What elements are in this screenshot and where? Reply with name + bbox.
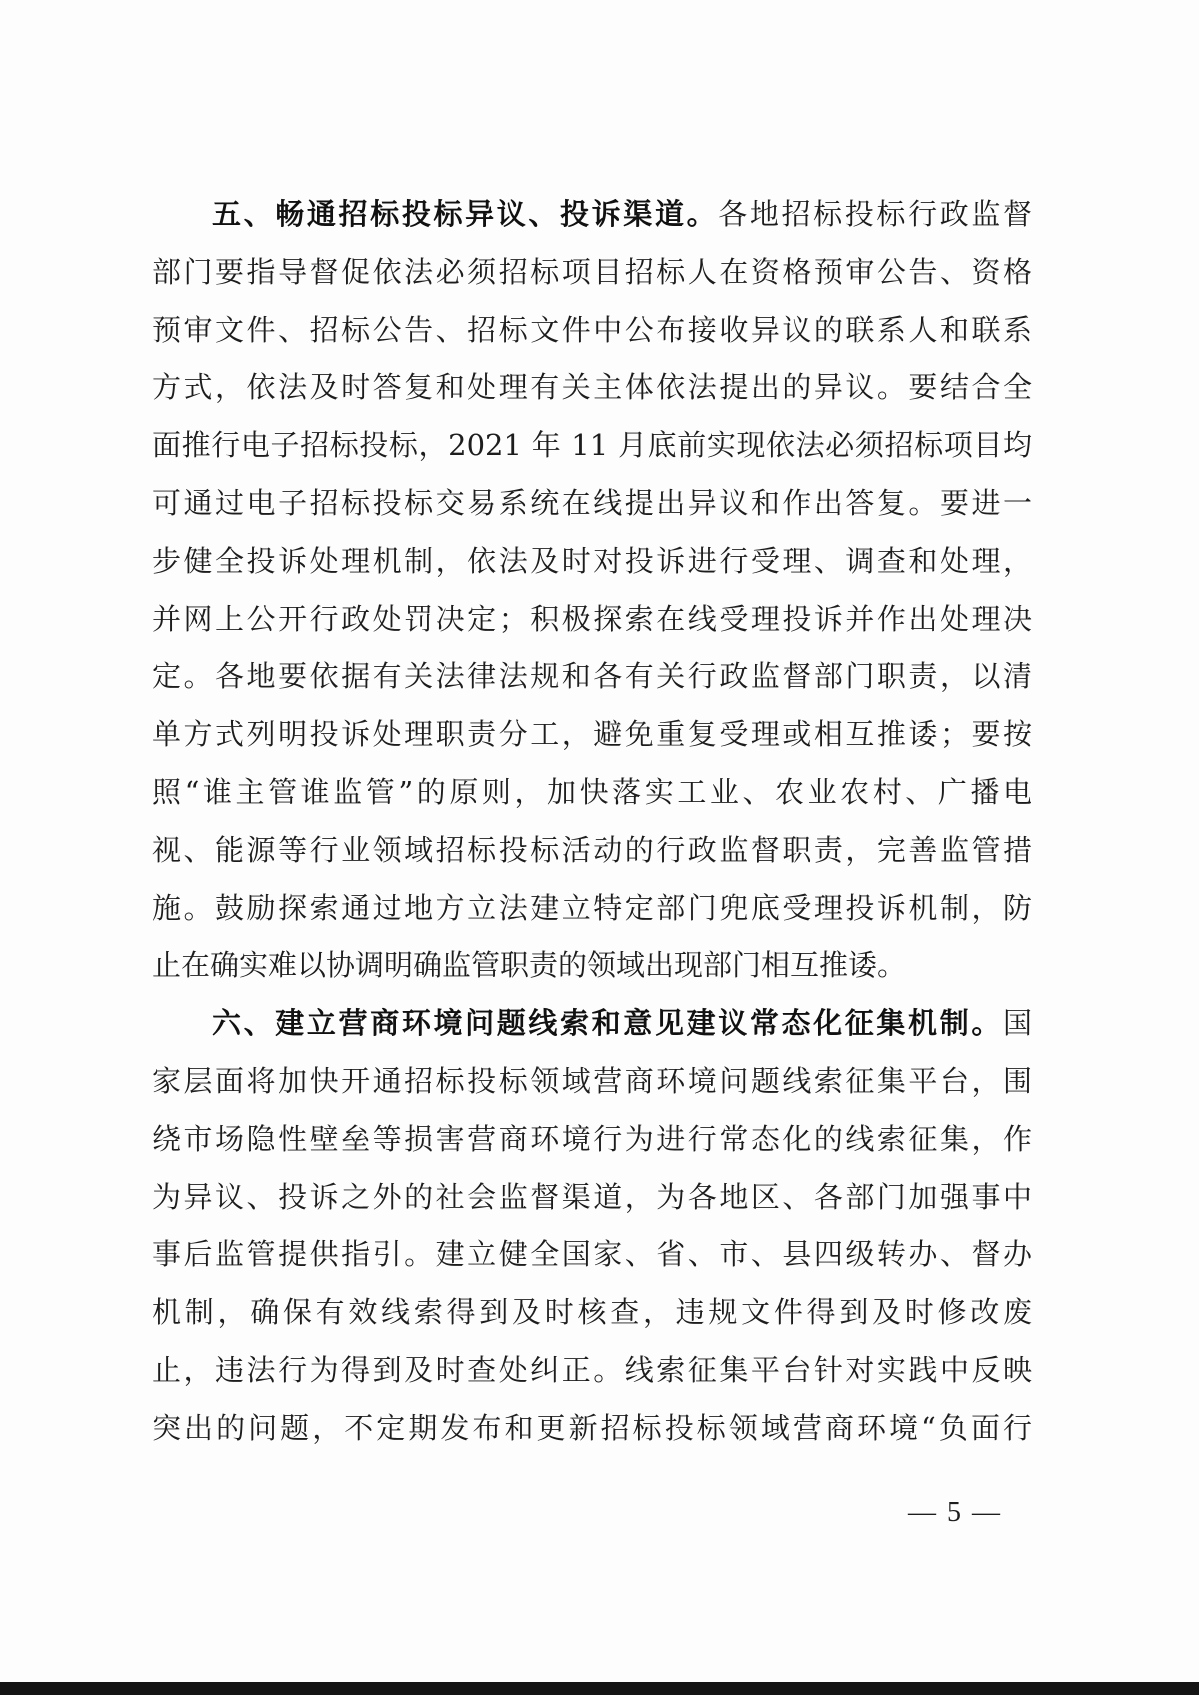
section5-line: 步健全投诉处理机制，依法及时对投诉进行受理、调查和处理，	[152, 543, 1032, 578]
section5-first-line	[152, 186, 1032, 244]
section5-line: 并网上公开行政处罚决定；积极探索在线受理投诉并作出处理决	[152, 601, 1032, 636]
section5-heading: 五、畅通招标投标异议、投诉渠道。	[212, 197, 719, 231]
section5-line: 视、能源等行业领域招标投标活动的行政监督职责，完善监管措	[152, 832, 1032, 867]
section6-line: 止，违法行为得到及时查处纠正。线索征集平台针对实践中反映	[152, 1352, 1032, 1387]
section6-line: 为异议、投诉之外的社会监督渠道，为各地区、各部门加强事中	[152, 1179, 1032, 1214]
section5-line: 单方式列明投诉处理职责分工，避免重复受理或相互推诿；要按	[152, 717, 1032, 752]
section5-line: 施。鼓励探索通过地方立法建立特定部门兜底受理投诉机制，防	[152, 890, 1032, 925]
section6-line: 事后监管提供指引。建立健全国家、省、市、县四级转办、督办	[152, 1237, 1032, 1272]
page-number: — 5 —	[908, 1497, 1002, 1528]
section5-line: 面推行电子招标投标，2021 年 11 月底前实现依法必须招标项目均	[152, 428, 1032, 463]
section5-line: 可通过电子招标投标交易系统在线提出异议和作出答复。要进一	[152, 485, 1032, 520]
section6-first-line-text: 国	[1002, 1006, 1032, 1041]
section6-first-line	[152, 995, 1032, 1053]
scan-edge-bar	[0, 1682, 1199, 1695]
section6-line: 突出的问题，不定期发布和更新招标投标领域营商环境“负面行	[152, 1410, 1032, 1445]
section5-line: 预审文件、招标公告、招标文件中公布接收异议的联系人和联系	[152, 312, 1032, 347]
section5-line: 部门要指导督促依法必须招标项目招标人在资格预审公告、资格	[152, 254, 1032, 289]
section5-line: 定。各地要依据有关法律法规和各有关行政监督部门职责，以清	[152, 659, 1032, 694]
section5-first-line-text: 各地招标投标行政监督	[718, 197, 1032, 231]
section6-line: 家层面将加快开通招标投标领域营商环境问题线索征集平台，围	[152, 1063, 1032, 1098]
document-body	[152, 186, 1032, 1458]
section5-line: 方式，依法及时答复和处理有关主体依法提出的异议。要结合全	[152, 370, 1032, 405]
section6-heading: 六、建立营商环境问题线索和意见建议常态化征集机制。	[212, 1006, 1003, 1041]
section5-line: 照“谁主管谁监管”的原则，加快落实工业、农业农村、广播电	[152, 774, 1032, 809]
section6-line: 绕市场隐性壁垒等损害营商环境行为进行常态化的线索征集，作	[152, 1121, 1032, 1156]
section5-line: 止在确实难以协调明确监管职责的领域出现部门相互推诿。	[152, 948, 907, 983]
section6-line: 机制，确保有效线索得到及时核查，违规文件得到及时修改废	[152, 1295, 1032, 1330]
